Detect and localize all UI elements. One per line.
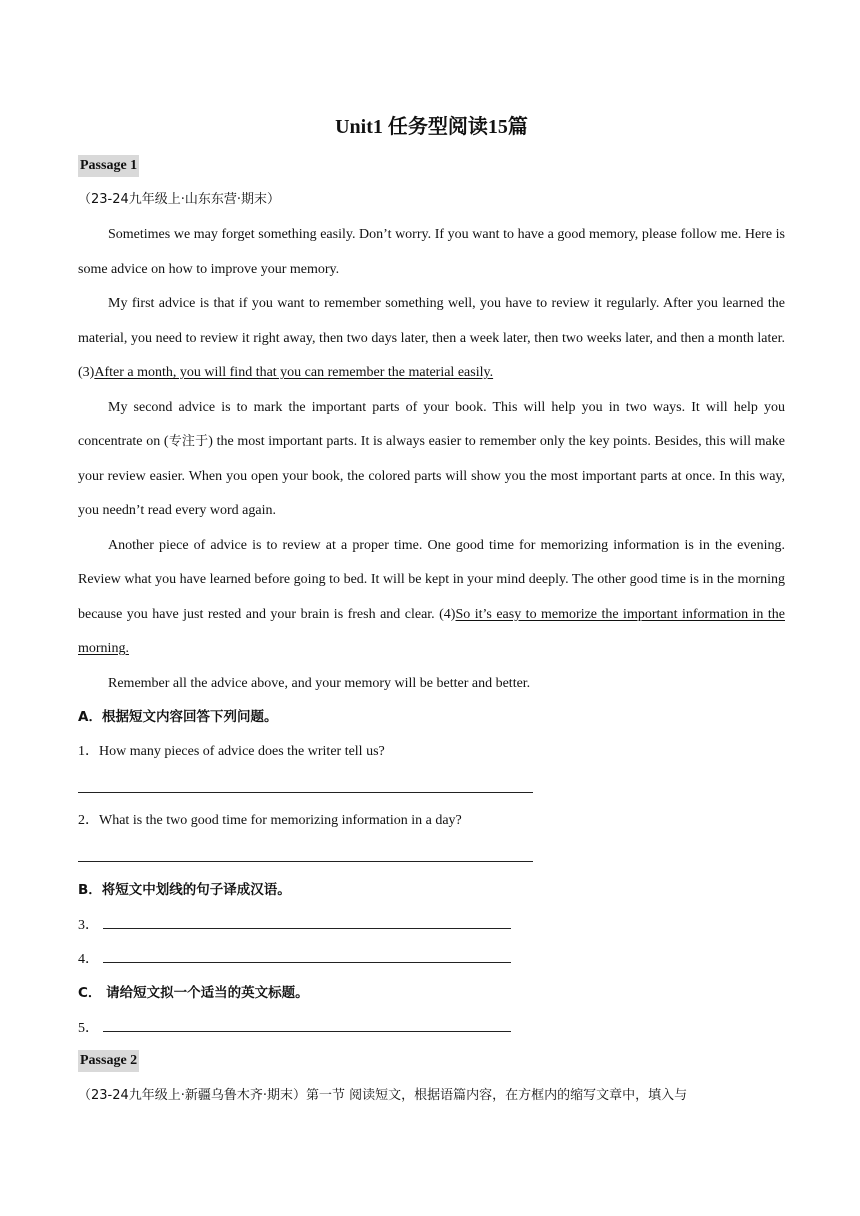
paragraph-4: Another piece of advice is to review at a proper time. One good time for memorizing information is in the evening. Review what you have learned before going to bed. It will be kept in your mind deeply. The other good time is in the morning because you have just rested and your brain is fresh and clear. (4)So it’s easy to memorize the important information in the morning. xyxy=(78,537,785,656)
answer-row-4: 4． xyxy=(78,948,511,970)
paragraph-3: My second advice is to mark the important parts of your book. This will help you in two ways. It will help you concentrate on (专注于) the most important parts. It is always easier to remember only the key points. Besides, this will make your review easier. When you open your book, the colored parts will show you the most important parts at once. In this way, you needn’t read every word again. xyxy=(78,399,785,518)
paragraph-5: Remember all the advice above, and your memory will be better and better. xyxy=(108,675,531,691)
underlined-sentence-3: After a month, you will find that you can remember the material easily. xyxy=(94,365,494,380)
section-a-heading: A．根据短文内容回答下列问题。 xyxy=(78,709,278,725)
answer-blank-5[interactable] xyxy=(103,1017,511,1032)
answer-line-2[interactable] xyxy=(78,861,533,862)
answer-blank-4[interactable] xyxy=(103,948,511,963)
passage-1-badge: Passage 1 xyxy=(78,155,139,177)
question-2: 2．What is the two good time for memorizing information in a day? xyxy=(78,813,462,828)
passage-2-badge: Passage 2 xyxy=(78,1050,139,1072)
section-b-heading: B．将短文中划线的句子译成汉语。 xyxy=(78,882,291,898)
underlined-sentence-4: So it’s easy to memorize the important information in the morning. xyxy=(78,606,785,656)
paragraph-2: My first advice is that if you want to remember something well, you have to review it regularly. After you learned the material, you need to review it right away, then two days later, then a week later, then two weeks later, and then a month later. (3)After a month, you will find that you can remember the material easily. xyxy=(78,296,785,380)
passage-1-source: （23-24九年级上·山东东营·期末） xyxy=(78,192,281,207)
passage-1-body xyxy=(78,218,785,701)
passage-2-source: （23-24九年级上·新疆乌鲁木齐·期末）第一节 阅读短文，根据语篇内容，在方框内的缩写文章中，填入与 xyxy=(78,1088,688,1103)
page-title: Unit1 任务型阅读15篇 xyxy=(335,116,528,138)
question-1: 1．How many pieces of advice does the writer tell us? xyxy=(78,744,385,759)
answer-row-5: 5． xyxy=(78,1017,511,1039)
answer-line-1[interactable] xyxy=(78,792,533,793)
answer-row-3: 3． xyxy=(78,914,511,936)
section-c-heading: C． 请给短文拟一个适当的英文标题。 xyxy=(78,985,309,1001)
answer-blank-3[interactable] xyxy=(103,914,511,929)
paragraph-1: Sometimes we may forget something easily. Don’t worry. If you want to have a good memory, please follow me. Here is some advice on how to improve your memory. xyxy=(78,227,785,277)
